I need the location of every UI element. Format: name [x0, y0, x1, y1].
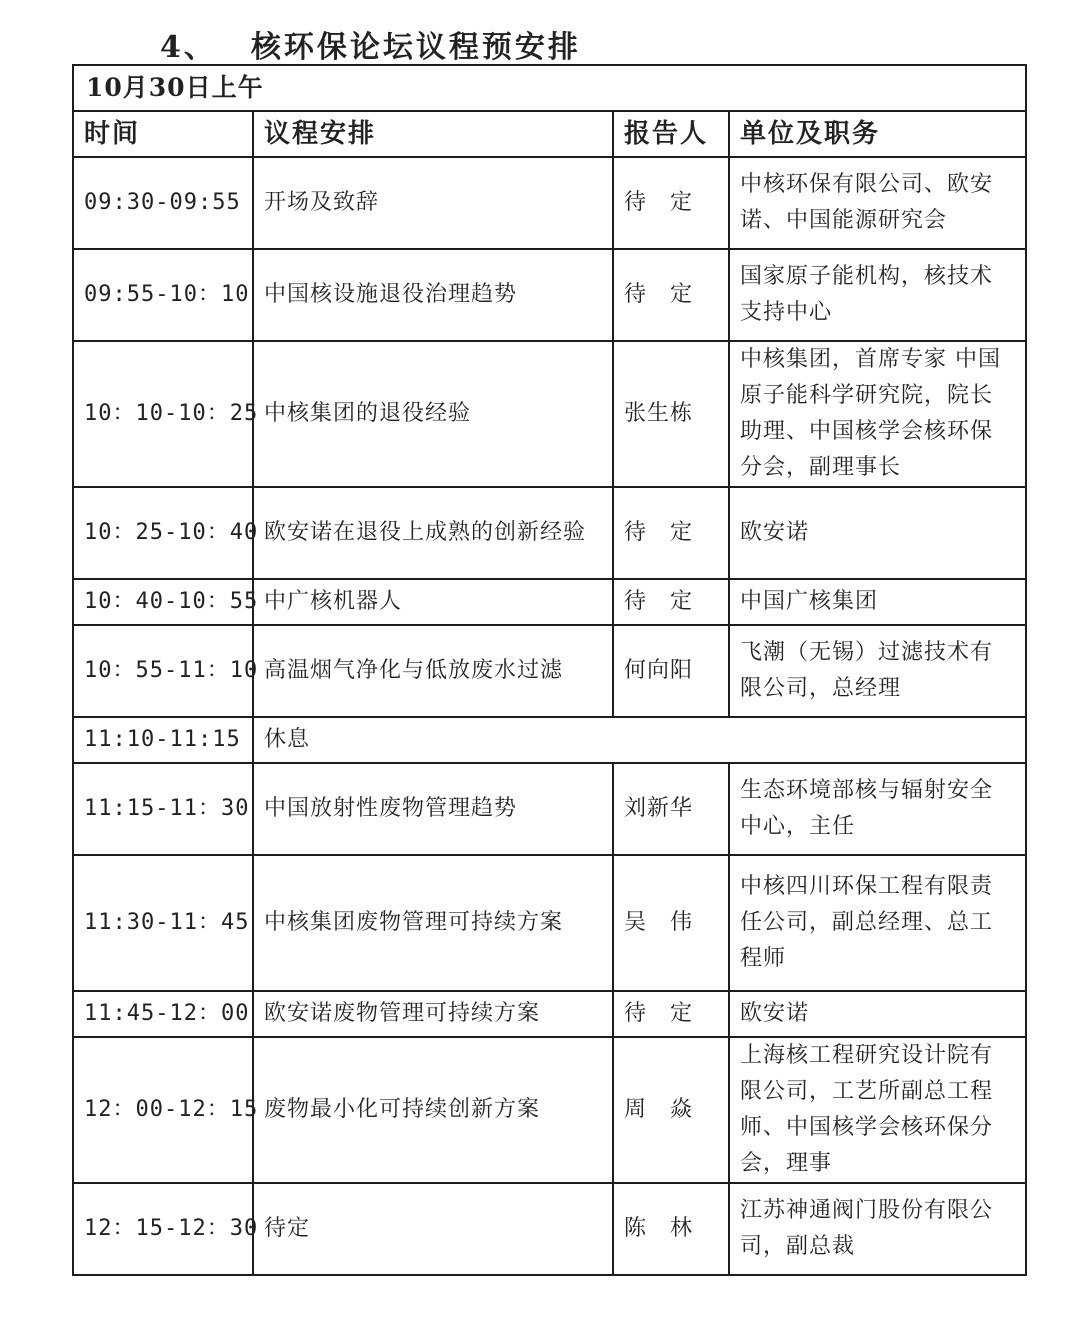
row-affiliation: 飞潮（无锡）过滤技术有限公司，总经理	[729, 625, 1026, 717]
row-affiliation: 中国广核集团	[729, 579, 1026, 625]
column-header-time: 时间	[73, 111, 253, 157]
table-row	[73, 487, 1026, 579]
row-speaker: 周 焱	[613, 1037, 729, 1183]
row-time: 10：55-11：10	[73, 625, 253, 717]
row-speaker: 刘新华	[613, 763, 729, 855]
column-header-agenda: 议程安排	[253, 111, 613, 157]
table-header-row	[73, 111, 1026, 157]
row-agenda: 高温烟气净化与低放废水过滤	[253, 625, 613, 717]
row-time: 10：10-10：25	[73, 341, 253, 487]
row-affiliation: 江苏神通阀门股份有限公司，副总裁	[729, 1183, 1026, 1275]
row-agenda: 废物最小化可持续创新方案	[253, 1037, 613, 1183]
row-speaker: 待 定	[613, 579, 729, 625]
row-agenda: 中核集团的退役经验	[253, 341, 613, 487]
section-number: 4、	[160, 30, 217, 65]
row-time: 09:55-10：10	[73, 249, 253, 341]
table-row	[73, 579, 1026, 625]
break-time: 11:10-11:15	[73, 717, 253, 763]
table-row	[73, 1183, 1026, 1275]
row-agenda: 中国核设施退役治理趋势	[253, 249, 613, 341]
section-heading	[160, 22, 581, 66]
row-affiliation: 中核集团，首席专家 中国原子能科学研究院，院长助理、中国核学会核环保分会，副理事长	[729, 341, 1026, 487]
table-row	[73, 341, 1026, 487]
row-time: 12：15-12：30	[73, 1183, 253, 1275]
section-title: 核环保论坛议程预安排	[250, 30, 581, 65]
table-row	[73, 249, 1026, 341]
row-time: 11:15-11：30	[73, 763, 253, 855]
row-affiliation: 中核环保有限公司、欧安诺、中国能源研究会	[729, 157, 1026, 249]
row-time: 09:30-09:55	[73, 157, 253, 249]
row-affiliation: 国家原子能机构，核技术支持中心	[729, 249, 1026, 341]
row-speaker: 张生栋	[613, 341, 729, 487]
column-header-affiliation: 单位及职务	[729, 111, 1026, 157]
row-time: 11:45-12：00	[73, 991, 253, 1037]
break-row	[73, 717, 1026, 763]
agenda-table	[72, 64, 1027, 1276]
row-agenda: 中国放射性废物管理趋势	[253, 763, 613, 855]
row-time: 10：25-10：40	[73, 487, 253, 579]
row-agenda: 开场及致辞	[253, 157, 613, 249]
table-row	[73, 763, 1026, 855]
row-affiliation: 欧安诺	[729, 487, 1026, 579]
table-row	[73, 991, 1026, 1037]
row-agenda: 欧安诺废物管理可持续方案	[253, 991, 613, 1037]
row-speaker: 待 定	[613, 157, 729, 249]
row-affiliation: 中核四川环保工程有限责任公司，副总经理、总工程师	[729, 855, 1026, 991]
row-time: 11:30-11：45	[73, 855, 253, 991]
table-row	[73, 625, 1026, 717]
row-speaker: 待 定	[613, 991, 729, 1037]
row-affiliation: 欧安诺	[729, 991, 1026, 1037]
row-speaker: 陈 林	[613, 1183, 729, 1275]
table-row	[73, 157, 1026, 249]
table-row	[73, 1037, 1026, 1183]
row-agenda: 待定	[253, 1183, 613, 1275]
row-time: 12：00-12：15	[73, 1037, 253, 1183]
row-speaker: 待 定	[613, 487, 729, 579]
table-row	[73, 855, 1026, 991]
column-header-speaker: 报告人	[613, 111, 729, 157]
row-affiliation: 上海核工程研究设计院有限公司，工艺所副总工程师、中国核学会核环保分会，理事	[729, 1037, 1026, 1183]
row-agenda: 欧安诺在退役上成熟的创新经验	[253, 487, 613, 579]
row-speaker: 何向阳	[613, 625, 729, 717]
row-affiliation: 生态环境部核与辐射安全中心，主任	[729, 763, 1026, 855]
row-agenda: 中广核机器人	[253, 579, 613, 625]
row-speaker: 待 定	[613, 249, 729, 341]
break-label: 休息	[253, 717, 1026, 763]
row-agenda: 中核集团废物管理可持续方案	[253, 855, 613, 991]
row-time: 10：40-10：55	[73, 579, 253, 625]
row-speaker: 吴 伟	[613, 855, 729, 991]
session-date: 10月30日上午	[73, 65, 1026, 111]
